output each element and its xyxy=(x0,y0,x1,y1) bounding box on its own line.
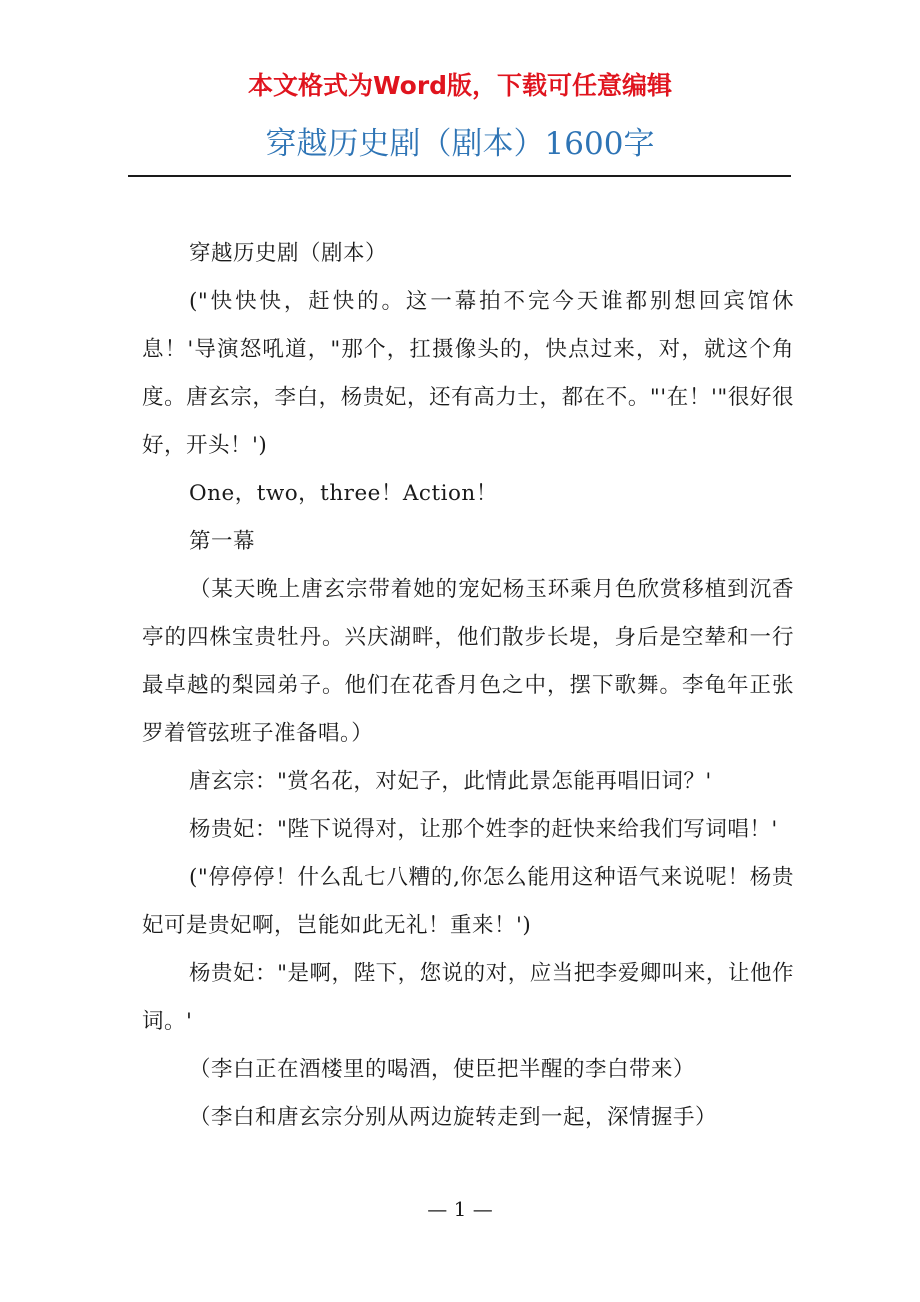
document-title: 穿越历史剧（剧本）1600字 xyxy=(265,126,655,162)
paragraph: 杨贵妃："是啊，陛下，您说的对，应当把李爱卿叫来，让他作词。' xyxy=(142,961,794,1034)
paragraph: One，two，three！Action！ xyxy=(189,481,498,506)
paragraph: ("快快快，赶快的。这一幕拍不完今天谁都别想回宾馆休息！'导演怒吼道，"那个，扛摄像头的，快点过来，对，就这个角度。唐玄宗，李白，杨贵妃，还有高力士，都在不。"'在！'"很好很好，开头！') xyxy=(142,289,794,458)
paragraph: （李白和唐玄宗分别从两边旋转走到一起，深情握手） xyxy=(189,1105,718,1130)
paragraph: ("停停停！什么乱七八糟的,你怎么能用这种语气来说呢！杨贵妃可是贵妃啊，岂能如此无礼！重来！') xyxy=(142,865,794,938)
paragraph: 唐玄宗："赏名花，对妃子，此情此景怎能再唱旧词？' xyxy=(189,769,712,794)
document-body xyxy=(142,230,794,1142)
format-notice: 本文格式为Word版，下载可任意编辑 xyxy=(247,71,673,100)
paragraph: 杨贵妃："陛下说得对，让那个姓李的赶快来给我们写词唱！' xyxy=(189,817,778,842)
paragraph: （李白正在酒楼里的喝酒，使臣把半醒的李白带来） xyxy=(189,1057,696,1082)
paragraph: 穿越历史剧（剧本） xyxy=(189,241,388,266)
header-rule xyxy=(128,175,791,177)
page-number: — 1 — xyxy=(427,1197,493,1221)
paragraph: 第一幕 xyxy=(189,529,256,554)
paragraph: （某天晚上唐玄宗带着她的宠妃杨玉环乘月色欣赏移植到沉香亭的四株宝贵牡丹。兴庆湖畔，他们散步长堤，身后是空辇和一行最卓越的梨园弟子。他们在花香月色之中，摆下歌舞。李龟年正张罗着管弦班子准备唱。） xyxy=(142,577,794,746)
